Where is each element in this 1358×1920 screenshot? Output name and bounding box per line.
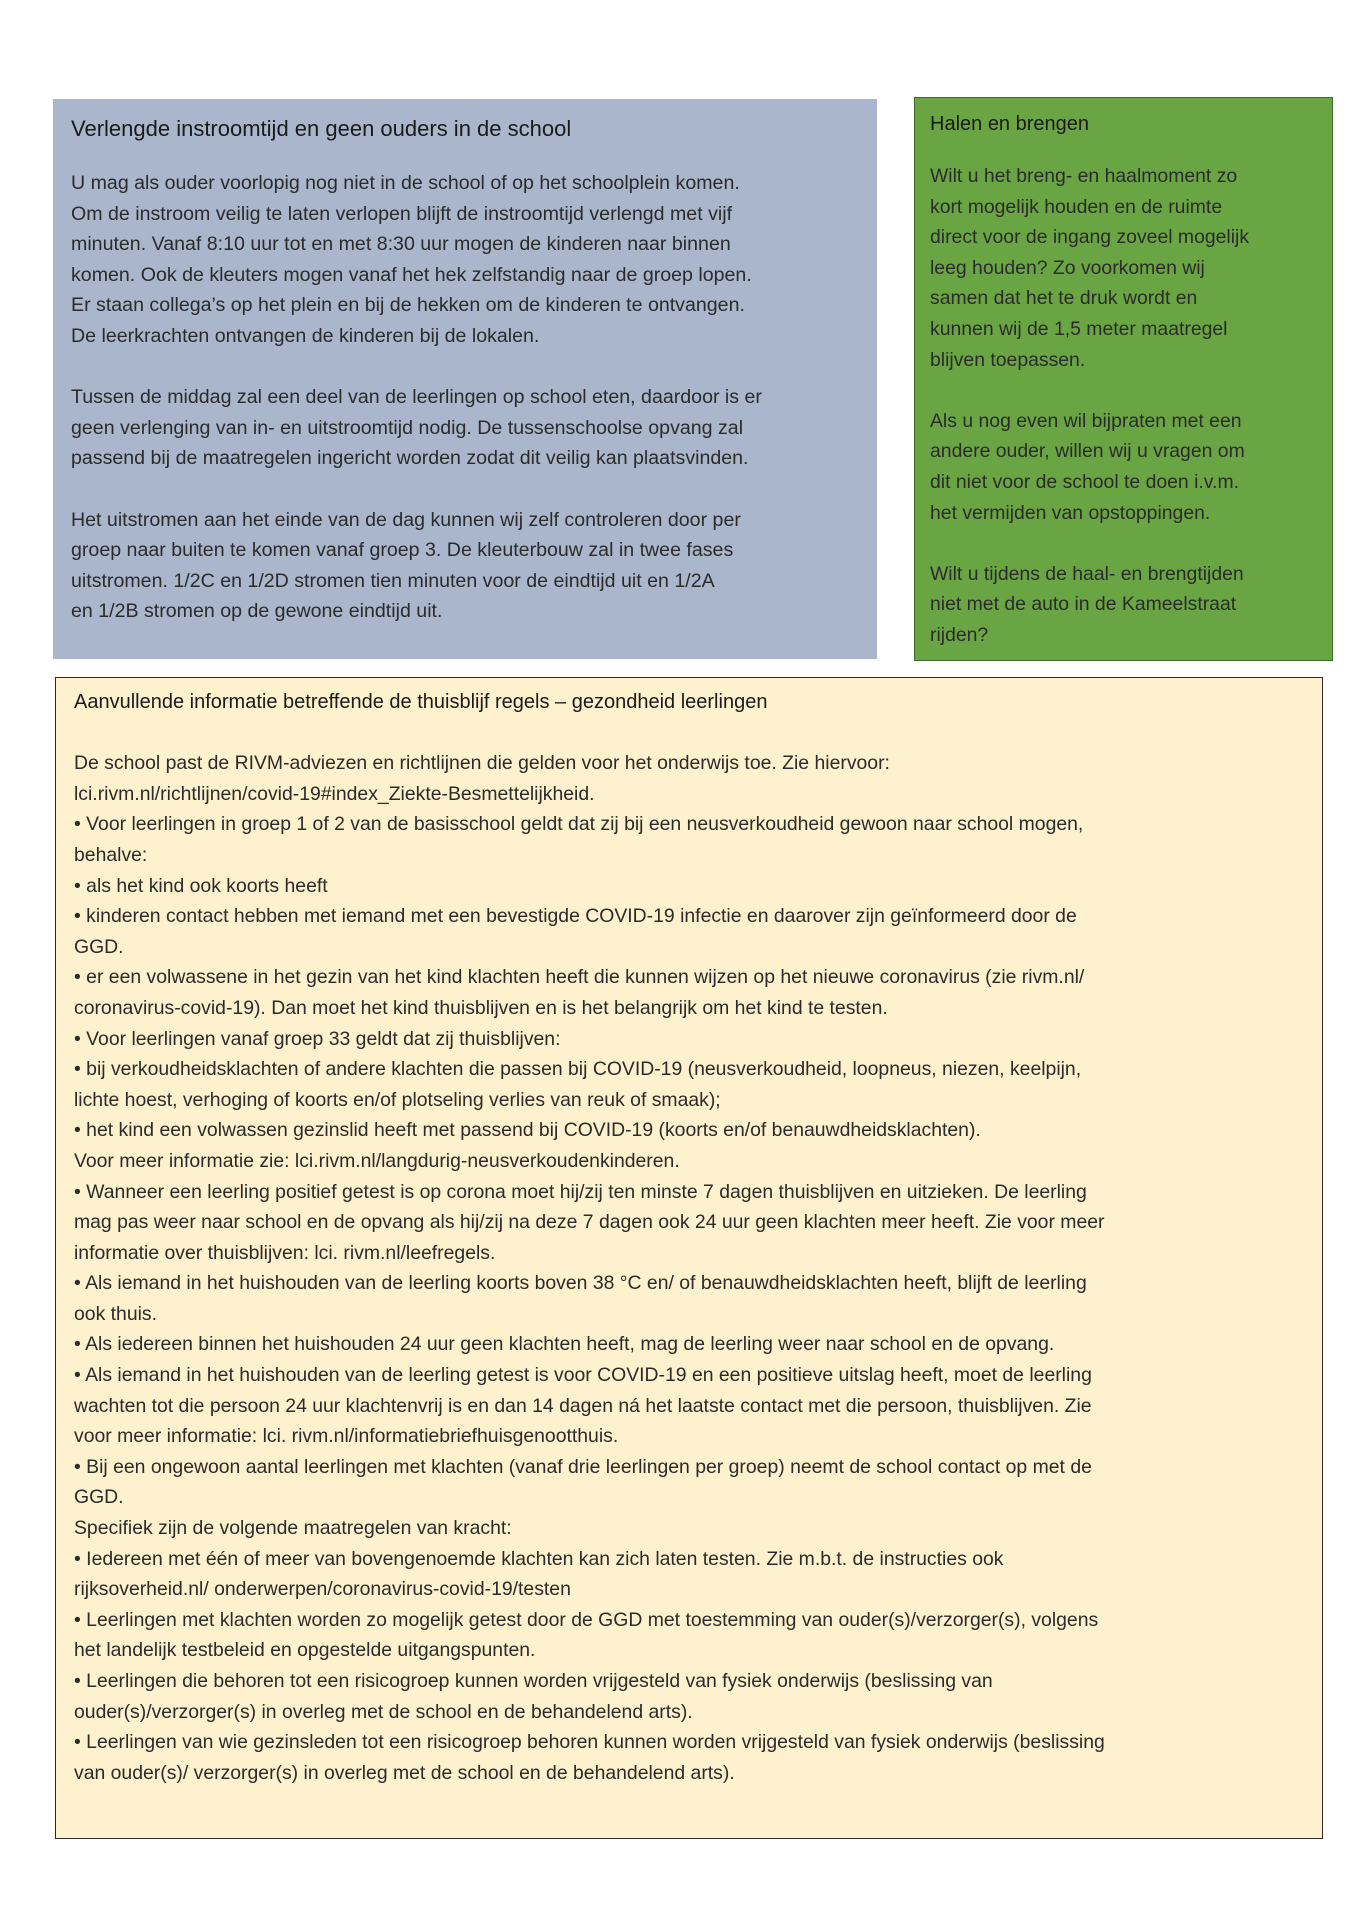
thuisblijf-info-section — [55, 677, 1323, 1839]
thuisblijf-info-body: De school past de RIVM-adviezen en richtlijnen die gelden voor het onderwijs toe. Zie hiervoor: lci.rivm.nl/richtlijnen/covid-19#index_Ziekte-Besmettelijkheid. • Voor leerlingen in groep 1 of 2 van de basisschool geldt dat zij bij een neusverkoudheid gewoon naar school mogen, behalve: • als het kind ook koorts heeft • kinderen contact hebben met iemand met een bevestigde COVID-19 infectie en daarover zijn geïnformeerd door de GGD. • er een volwassene in het gezin van het kind klachten heeft die kunnen wijzen op het nieuwe coronavirus (zie rivm.nl/ coronavirus-covid-19). Dan moet het kind thuisblijven en is het belangrijk om het kind te testen. • Voor leerlingen vanaf groep 33 geldt dat zij thuisblijven: • bij verkoudheidsklachten of andere klachten die passen bij COVID-19 (neusverkoudheid, loopneus, niezen, keelpijn, lichte hoest, verhoging of koorts en/of plotseling verlies van reuk of smaak); • het kind een volwassen gezinslid heeft met passend bij COVID-19 (koorts en/of benauwdheidsklachten). Voor meer informatie zie: lci.rivm.nl/langdurig-neusverkoudenkinderen. • Wanneer een leerling positief getest is op corona moet hij/zij ten minste 7 dagen thuisblijven en uitzieken. De leerling mag pas weer naar school en de opvang als hij/zij na deze 7 dagen ook 24 uur geen klachten meer heeft. Zie voor meer informatie over thuisblijven: lci. rivm.nl/leefregels. • Als iemand in het huishouden van de leerling koorts boven 38 °C en/ of benauwdheidsklachten heeft, blijft de leerling ook thuis. • Als iedereen binnen het huishouden 24 uur geen klachten heeft, mag de leerling weer naar school en de opvang. • Als iemand in het huishouden van de leerling getest is voor COVID-19 en een positieve uitslag heeft, moet de leerling wachten tot die persoon 24 uur klachtenvrij is en dan 14 dagen ná het laatste contact met die persoon, thuisblijven. Zie voor meer informatie: lci. rivm.nl/informatiebriefhuisgenootthuis. • Bij een ongewoon aantal leerlingen met klachten (vanaf drie leerlingen per groep) neemt de school contact op met de GGD. Specifiek zijn de volgende maatregelen van kracht: • Iedereen met één of meer van bovengenoemde klachten kan zich laten testen. Zie m.b.t. de instructies ook rijksoverheid.nl/ onderwerpen/coronavirus-covid-19/testen • Leerlingen met klachten worden zo mogelijk getest door de GGD met toestemming van ouder(s)/verzorger(s), volgens het landelijk testbeleid en opgestelde uitgangspunten. • Leerlingen die behoren tot een risicogroep kunnen worden vrijgesteld van fysiek onderwijs (beslissing van ouder(s)/verzorger(s) in overleg met de school en de behandelend arts). • Leerlingen van wie gezinsleden tot een risicogroep behoren kunnen worden vrijgesteld van fysiek onderwijs (beslissing van ouder(s)/ verzorger(s) in overleg met de school en de behandelend arts). — [74, 752, 1105, 1784]
thuisblijf-info-title: Aanvullende informatie betreffende de thuisblijf regels – gezondheid leerlingen — [74, 691, 768, 713]
halen-brengen-paragraph-1: Wilt u het breng- en haalmoment zo kort mogelijk houden en de ruimte direct voor de ingang zoveel mogelijk leeg houden? Zo voorkomen wij samen dat het te druk wordt en kunnen wij de 1,5 meter maatregel blijven toepassen. — [930, 165, 1250, 371]
halen-brengen-paragraph-3: Wilt u tijdens de haal- en brengtijden niet met de auto in de Kameelstraat rijden? — [930, 562, 1244, 646]
instroom-paragraph-1: U mag als ouder voorlopig nog niet in de school of op het schoolplein komen. Om de instroom veilig te laten verlopen blijft de instroomtijd verlengd met vijf minuten. Vanaf 8:10 uur tot en met 8:30 uur mogen de kinderen naar binnen komen. Ook de kleuters mogen vanaf het hek zelfstandig naar de groep lopen. Er staan collega’s op het plein en bij de hekken om de kinderen te ontvangen. De leerkrachten ontvangen de kinderen bij de lokalen. — [71, 172, 752, 347]
instroom-paragraph-2: Tussen de middag zal een deel van de leerlingen op school eten, daardoor is er geen verlenging van in- en uitstroomtijd nodig. De tussenschoolse opvang zal passend bij de maatregelen ingericht worden zodat dit veilig kan plaatsvinden. — [71, 386, 762, 470]
instroom-section — [53, 99, 877, 659]
halen-brengen-title: Halen en brengen — [930, 113, 1090, 135]
halen-brengen-paragraph-2: Als u nog even wil bijpraten met een andere ouder, willen wij u vragen om dit niet voor de school te doen i.v.m. het vermijden van opstoppingen. — [930, 409, 1245, 524]
halen-brengen-section — [914, 97, 1333, 661]
instroom-title: Verlengde instroomtijd en geen ouders in de school — [71, 116, 572, 141]
instroom-paragraph-3: Het uitstromen aan het einde van de dag kunnen wij zelf controleren door per groep naar buiten te komen vanaf groep 3. De kleuterbouw zal in twee fases uitstromen. 1/2C en 1/2D stromen tien minuten voor de eindtijd uit en 1/2A en 1/2B stromen op de gewone eindtijd uit. — [71, 508, 741, 623]
